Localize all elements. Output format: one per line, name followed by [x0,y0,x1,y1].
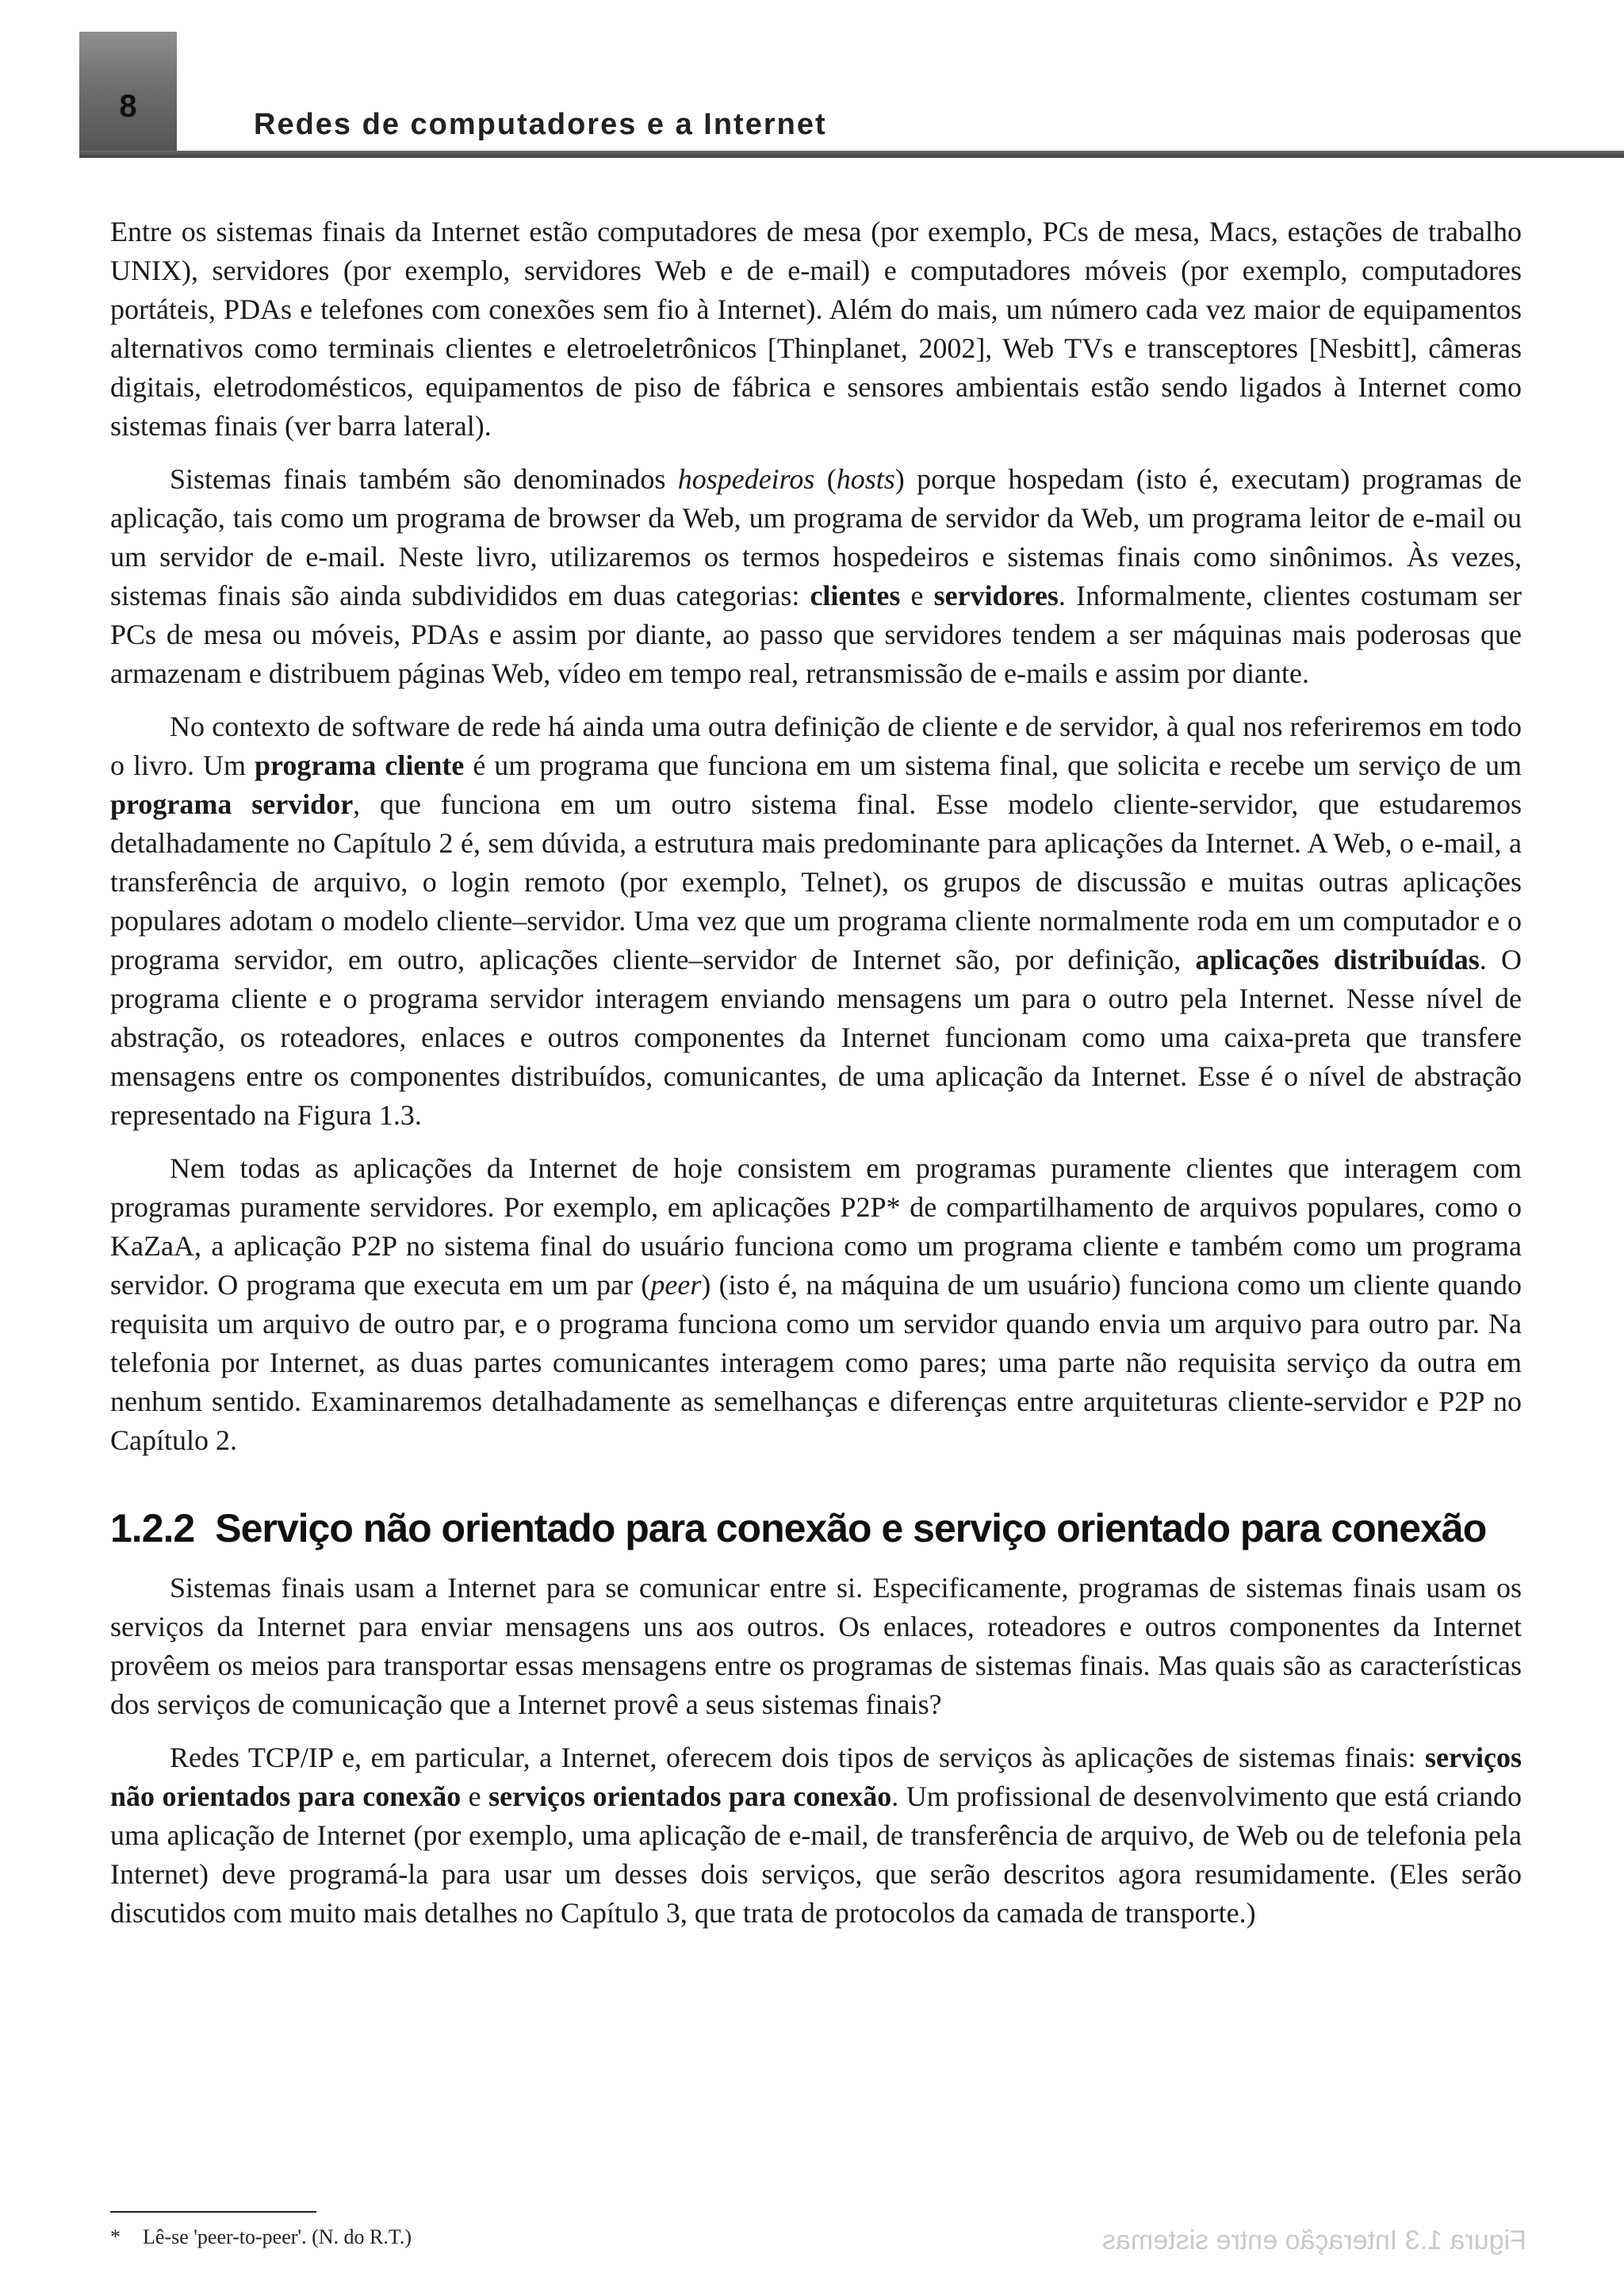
text-run: . Informalmente, clientes costumam ser PCs de mesa ou móveis, PDAs e assim por diante, ao passo que servidores tendem a ser máquinas mais poderosas que armazenam e distribuem páginas Web, vídeo em tempo real, retransmissão de e-mails e assim por diante. [110,580,1522,689]
text-run: , que funciona em um outro sistema final. Esse modelo cliente-servidor, que estudaremos detalhadamente no Capítulo 2 é, sem dúvida, a estrutura mais predominante para aplicações da Internet. A Web, o e-mail, a transferência de arquivo, o login remoto (por exemplo, Telnet), os grupos de discussão e muitas outras aplicações populares adotam o modelo cliente–servidor. Uma vez que um programa cliente normalmente roda em um computador e o programa servidor, em outro, aplicações cliente–servidor de Internet são, por definição, [110,788,1522,975]
text-run: ) (isto é, na máquina de um usuário) funciona como um cliente quando requisita um arquivo de outro par, e o programa funciona como um servidor quando envia um arquivo para outro par. Na telefonia por Internet, as duas partes comunicantes interagem como pares; uma parte não requisita serviço da outra em nenhum sentido. Examinaremos detalhadamente as semelhanças e diferenças entre arquiteturas cliente-servidor e P2P no Capítulo 2. [110,1269,1522,1456]
running-title: Redes de computadores e a Internet [254,108,827,141]
paragraph [110,460,1522,693]
header-rule [79,151,1624,158]
bold-term: aplicações distribuídas [1195,944,1480,975]
paragraph [110,707,1522,1135]
text-run: . O programa cliente e o programa servidor interagem enviando mensagens um para o outro pela Internet. Nesse nível de abstração, os roteadores, enlaces e outros componentes da Internet funcionam como uma caixa-preta que transfere mensagens entre os componentes distribuídos, comunicantes, de uma aplicação da Internet. Esse é o nível de abstração representado na Figura 1.3. [110,944,1522,1131]
paragraph [110,1738,1522,1933]
paragraph [110,213,1522,446]
bold-term: servidores [933,580,1059,611]
paragraph [110,1569,1522,1724]
footnote-text: Lê-se 'peer-to-peer'. (N. do R.T.) [143,2225,412,2248]
section-number: 1.2.2 [110,1506,195,1550]
page-number: 8 [119,89,137,124]
body-text [110,213,1522,1947]
text-run: Nem todas as aplicações da Internet de hoje consistem em programas puramente clientes que interagem com programas puramente servidores. Por exemplo, em aplicações P2P* de compartilhamento de arquivos populares, como o KaZaA, a aplicação P2P no sistema final do usuário funciona como um programa cliente e também como um programa servidor. O programa que executa em um par ( [110,1152,1522,1301]
bold-term: serviços não orientados para conexão [110,1742,1522,1812]
paragraph [110,1149,1522,1460]
section-heading [110,1506,1522,1550]
italic-term: peer [650,1269,702,1301]
text-run: No contexto de software de rede há ainda uma outra definição de cliente e de servidor, à qual nos referiremos em todo o livro. Um [110,711,1522,781]
text-run: e [461,1780,489,1812]
text-run: Sistemas finais também são denominados [170,463,678,495]
text-run: Sistemas finais usam a Internet para se comunicar entre si. Especificamente, programas de sistemas finais usam os serviços da Internet para enviar mensagens uns aos outros. Os enlaces, roteadores e outros componentes da Internet provêem os meios para transportar essas mensagens entre os programas de sistemas finais. Mas quais são as características dos serviços de comunicação que a Internet provê a seus sistemas finais? [110,1572,1522,1720]
text-run: ( [814,463,837,495]
bold-term: programa cliente [255,749,465,781]
bold-term: programa servidor [110,788,354,820]
bleed-through-text: Figura 1.3 Interação entre sistemas [1102,2225,1526,2255]
footnote [110,2225,412,2249]
bold-term: serviços orientados para conexão [488,1780,892,1812]
footnote-marker: * [110,2225,121,2248]
italic-term: hospedeiros [677,463,815,495]
page-header [0,0,1624,171]
section-title: Serviço não orientado para conexão e serviço orientado para conexão [215,1506,1487,1550]
text-run: e [900,580,934,611]
text-run: Entre os sistemas finais da Internet estão computadores de mesa (por exemplo, PCs de mesa, Macs, estações de trabalho UNIX), servidores (por exemplo, servidores Web e de e-mail) e computadores móveis (por exemplo, computadores portáteis, PDAs e telefones com conexões sem fio à Internet). Além do mais, um número cada vez maior de equipamentos alternativos como terminais clientes e eletroeletrônicos [Thinplanet, 2002], Web TVs e transceptores [Nesbitt], câmeras digitais, eletrodomésticos, equipamentos de piso de fábrica e sensores ambientais estão sendo ligados à Internet como sistemas finais (ver barra lateral). [110,216,1522,442]
footnote-rule [110,2211,316,2213]
text-run: . Um profissional de desenvolvimento que está criando uma aplicação de Internet (por exemplo, uma aplicação de e-mail, de transferência de arquivo, de Web ou de telefonia pela Internet) deve programá-la para usar um desses dois serviços, que serão descritos agora resumidamente. (Eles serão discutidos com muito mais detalhes no Capítulo 3, que trata de protocolos da camada de transporte.) [110,1780,1522,1929]
text-run: ) porque hospedam (isto é, executam) programas de aplicação, tais como um programa de browser da Web, um programa de servidor da Web, um programa leitor de e-mail ou um servidor de e-mail. Neste livro, utilizaremos os termos hospedeiros e sistemas finais como sinônimos. Às vezes, sistemas finais são ainda subdivididos em duas categorias: [110,463,1522,611]
text-run: é um programa que funciona em um sistema final, que solicita e recebe um serviço de um [464,749,1522,781]
bold-term: clientes [810,580,901,611]
text-run: Redes TCP/IP e, em particular, a Internet, oferecem dois tipos de serviços às aplicações de sistemas finais: [170,1742,1426,1773]
italic-term: hosts [836,463,895,495]
